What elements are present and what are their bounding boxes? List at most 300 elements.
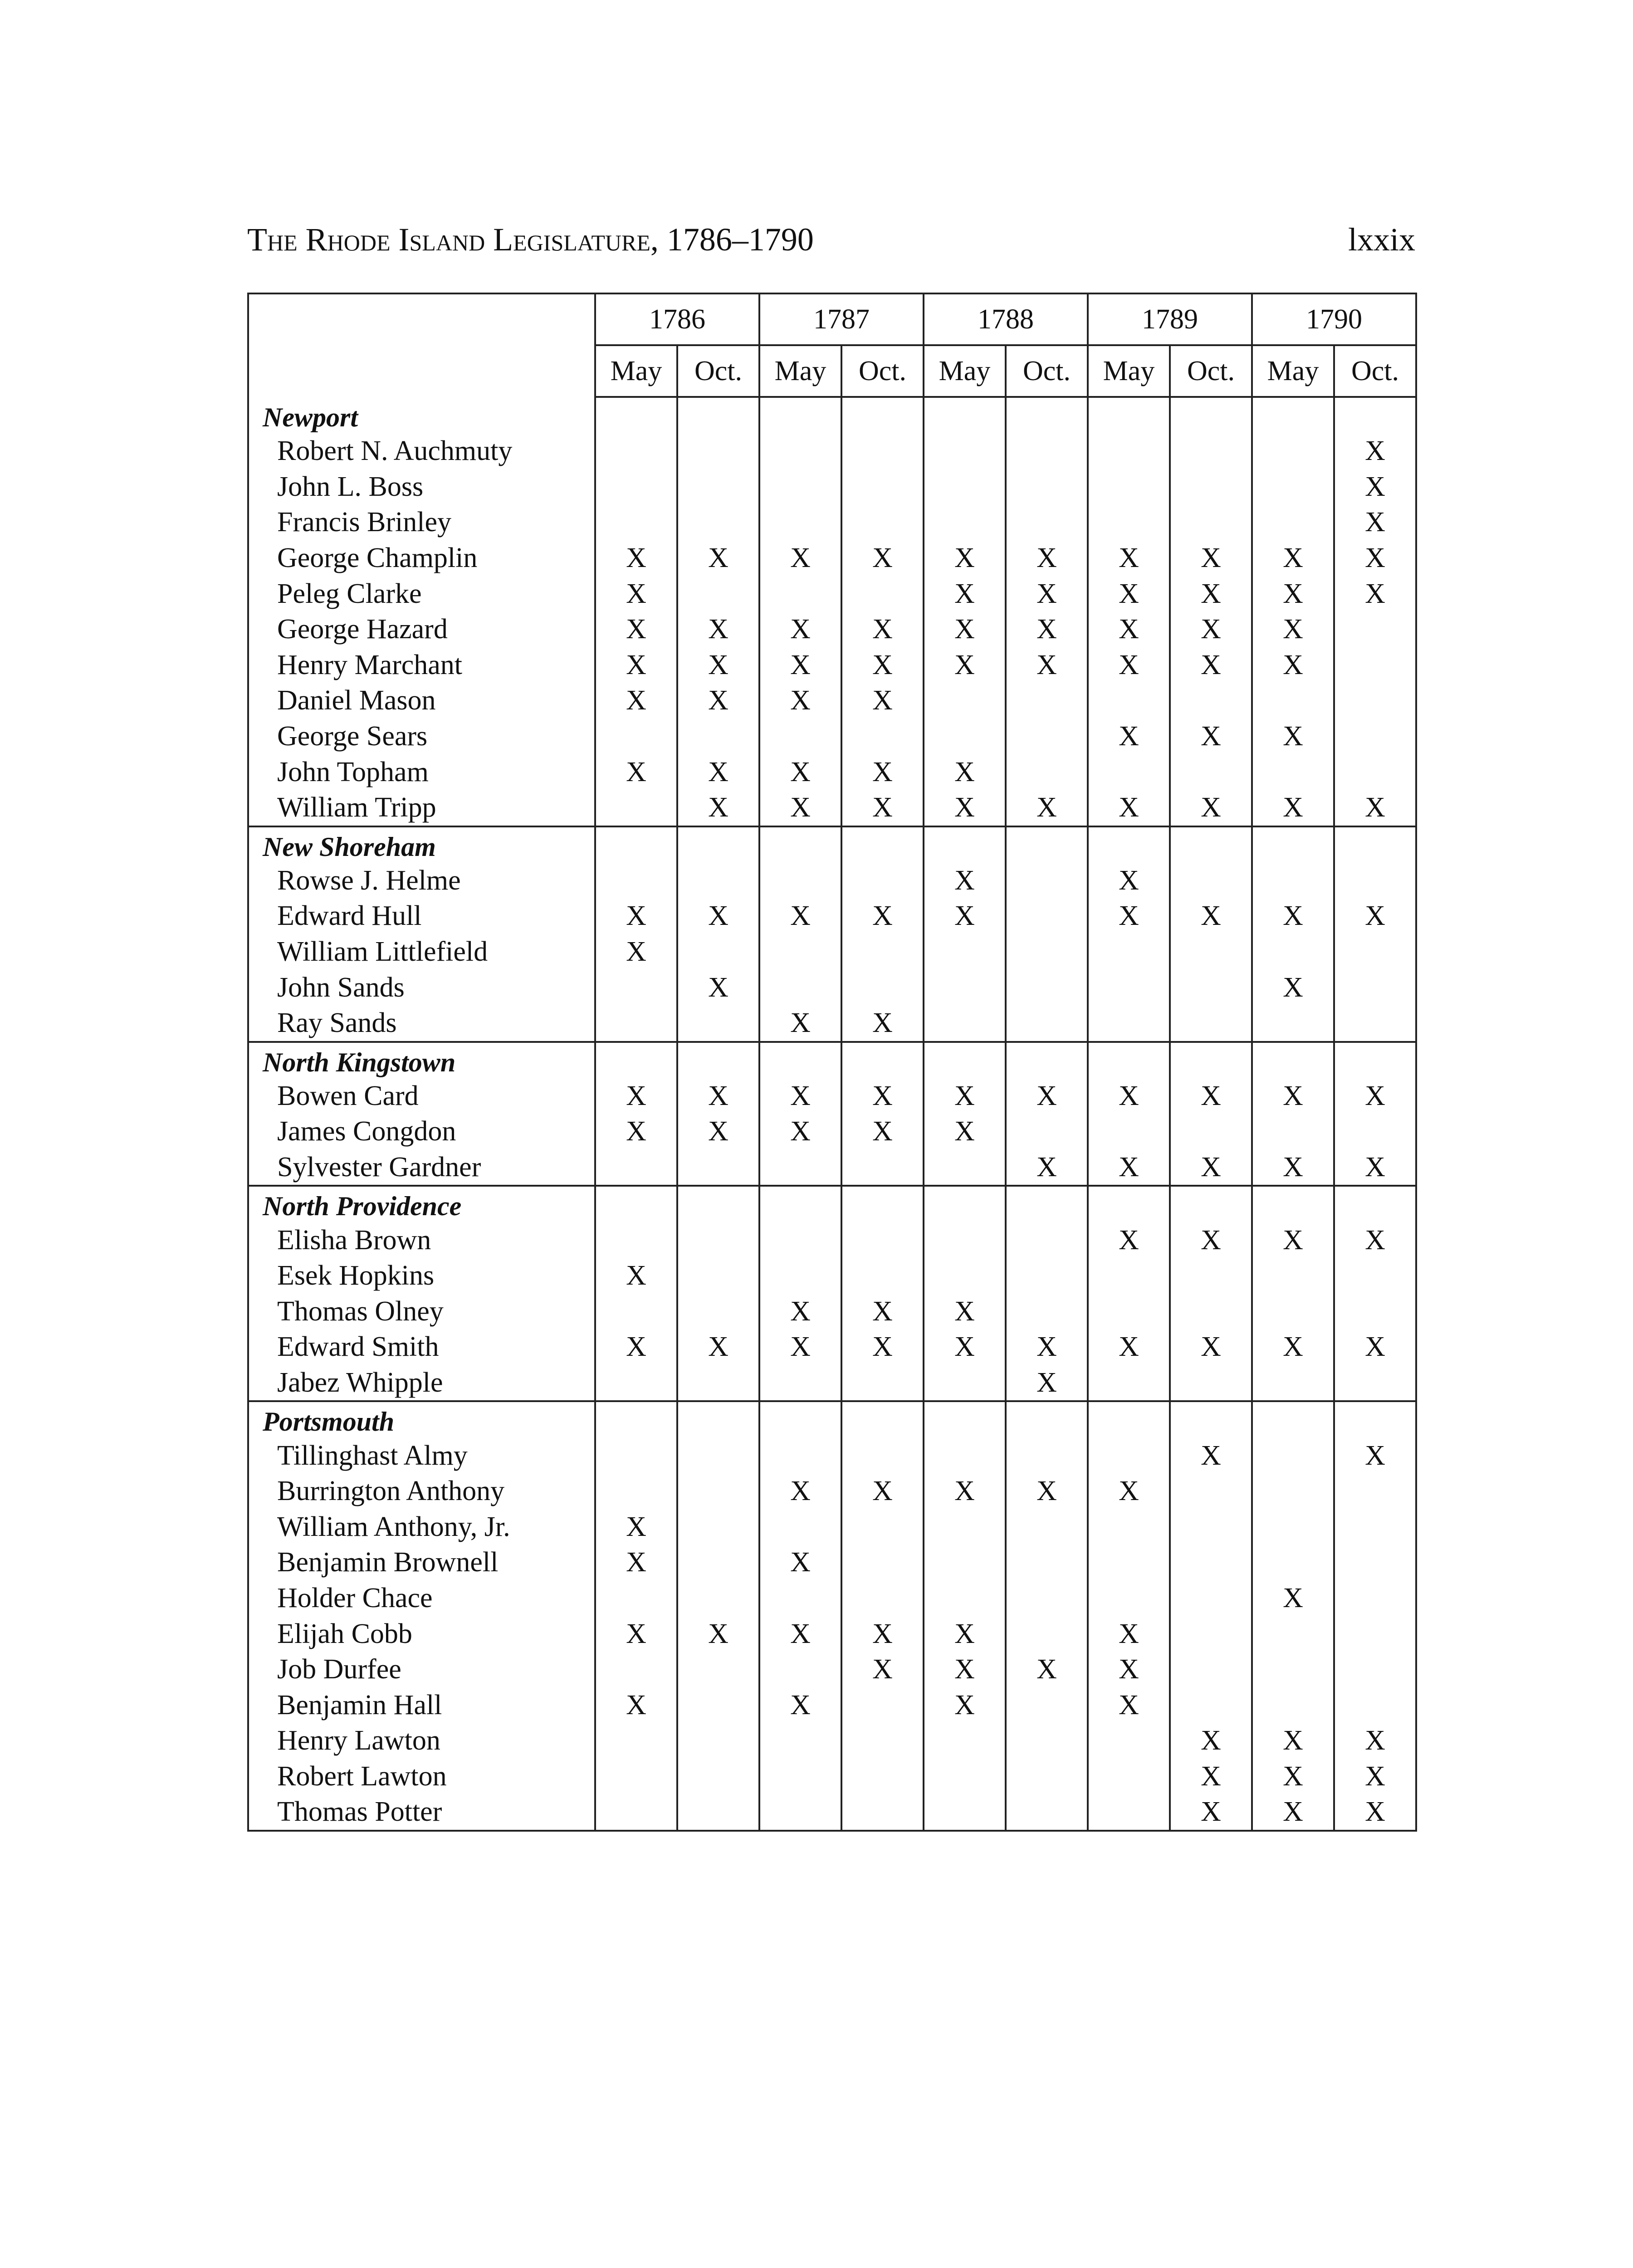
attendance-mark (677, 719, 759, 754)
attendance-mark: X (924, 611, 1006, 647)
member-name: Elijah Cobb (248, 1616, 595, 1652)
attendance-mark: X (1334, 504, 1416, 540)
attendance-mark (595, 863, 677, 899)
running-title (247, 217, 814, 262)
attendance-mark (1334, 863, 1416, 899)
attendance-mark (1334, 683, 1416, 719)
attendance-mark (1170, 683, 1252, 719)
attendance-mark: X (1006, 1329, 1088, 1365)
empty-cell (595, 1401, 677, 1437)
attendance-mark: X (1334, 433, 1416, 469)
attendance-mark: X (1006, 1078, 1088, 1114)
member-row (248, 1545, 1416, 1580)
attendance-mark (1006, 898, 1088, 934)
attendance-mark (841, 1509, 924, 1545)
town-row (248, 397, 1416, 433)
attendance-mark: X (1170, 1329, 1252, 1365)
attendance-mark (1252, 433, 1334, 469)
attendance-mark: X (759, 1293, 841, 1329)
attendance-mark: X (1252, 898, 1334, 934)
attendance-mark: X (1170, 719, 1252, 754)
year-header: 1787 (759, 293, 924, 345)
attendance-mark: X (595, 1078, 677, 1114)
attendance-mark: X (759, 1329, 841, 1365)
attendance-mark: X (1170, 898, 1252, 934)
attendance-mark: X (595, 1329, 677, 1365)
member-name: John Topham (248, 754, 595, 790)
empty-cell (1088, 826, 1170, 863)
member-name: Henry Lawton (248, 1723, 595, 1759)
member-name: John L. Boss (248, 469, 595, 505)
attendance-mark (1088, 1580, 1170, 1616)
attendance-mark (759, 469, 841, 505)
attendance-mark (1006, 1759, 1088, 1794)
attendance-mark (1252, 1293, 1334, 1329)
attendance-mark (1252, 1005, 1334, 1042)
attendance-mark: X (1006, 540, 1088, 576)
attendance-mark: X (1088, 647, 1170, 683)
empty-cell (841, 397, 924, 433)
attendance-mark: X (924, 1473, 1006, 1509)
empty-cell (1334, 1186, 1416, 1222)
attendance-mark: X (924, 576, 1006, 611)
attendance-mark: X (841, 1329, 924, 1365)
attendance-mark: X (841, 1293, 924, 1329)
attendance-mark (1334, 1687, 1416, 1723)
attendance-mark: X (595, 1687, 677, 1723)
attendance-mark (677, 1293, 759, 1329)
attendance-mark (759, 1794, 841, 1831)
attendance-mark: X (677, 969, 759, 1005)
attendance-mark (924, 1222, 1006, 1258)
attendance-mark (1252, 934, 1334, 970)
attendance-mark (1252, 1114, 1334, 1149)
member-name: Bowen Card (248, 1078, 595, 1114)
attendance-mark (924, 1437, 1006, 1473)
empty-cell (677, 397, 759, 433)
member-row (248, 1687, 1416, 1723)
member-row (248, 1509, 1416, 1545)
attendance-mark (924, 1149, 1006, 1186)
attendance-mark: X (595, 683, 677, 719)
attendance-mark (595, 1794, 677, 1831)
attendance-mark: X (1252, 1329, 1334, 1365)
empty-cell (595, 1042, 677, 1078)
attendance-mark: X (1334, 1078, 1416, 1114)
attendance-mark (759, 433, 841, 469)
attendance-mark (1088, 1258, 1170, 1294)
town-name: North Kingstown (248, 1042, 595, 1078)
member-row (248, 898, 1416, 934)
attendance-mark: X (924, 898, 1006, 934)
session-header: May (924, 345, 1006, 397)
attendance-mark: X (841, 790, 924, 826)
header-blank-cell (248, 293, 595, 397)
attendance-mark: X (1170, 790, 1252, 826)
attendance-mark (595, 469, 677, 505)
attendance-mark (1006, 1509, 1088, 1545)
attendance-mark (595, 790, 677, 826)
member-row (248, 1437, 1416, 1473)
attendance-mark: X (1088, 1652, 1170, 1687)
attendance-mark (924, 469, 1006, 505)
member-row (248, 719, 1416, 754)
attendance-mark (1252, 1473, 1334, 1509)
attendance-mark (1334, 1652, 1416, 1687)
member-name: Henry Marchant (248, 647, 595, 683)
attendance-mark (1170, 1473, 1252, 1509)
attendance-mark: X (1170, 1723, 1252, 1759)
attendance-mark: X (1006, 647, 1088, 683)
attendance-mark: X (1006, 576, 1088, 611)
attendance-mark: X (924, 863, 1006, 899)
attendance-mark: X (841, 611, 924, 647)
attendance-mark (1088, 1545, 1170, 1580)
empty-cell (924, 1042, 1006, 1078)
attendance-mark (924, 1794, 1006, 1831)
empty-cell (1252, 1042, 1334, 1078)
attendance-mark (1334, 647, 1416, 683)
attendance-mark (1252, 469, 1334, 505)
attendance-mark (595, 1293, 677, 1329)
attendance-mark (759, 1509, 841, 1545)
attendance-mark: X (677, 1329, 759, 1365)
attendance-mark (1088, 433, 1170, 469)
attendance-mark: X (595, 754, 677, 790)
attendance-mark (1334, 1473, 1416, 1509)
attendance-mark: X (677, 683, 759, 719)
attendance-mark: X (1088, 1473, 1170, 1509)
attendance-mark: X (841, 647, 924, 683)
empty-cell (595, 1186, 677, 1222)
attendance-mark (677, 504, 759, 540)
member-row (248, 1329, 1416, 1365)
attendance-mark (841, 719, 924, 754)
session-header: Oct. (1334, 345, 1416, 397)
attendance-mark (595, 1723, 677, 1759)
attendance-mark: X (759, 754, 841, 790)
attendance-mark: X (759, 1616, 841, 1652)
member-name: Ray Sands (248, 1005, 595, 1042)
member-name: Daniel Mason (248, 683, 595, 719)
empty-cell (1252, 1401, 1334, 1437)
empty-cell (1252, 1186, 1334, 1222)
attendance-mark: X (1252, 576, 1334, 611)
attendance-mark: X (841, 1616, 924, 1652)
attendance-mark (1334, 1545, 1416, 1580)
empty-cell (1088, 1042, 1170, 1078)
attendance-mark (841, 1580, 924, 1616)
attendance-mark: X (1006, 1365, 1088, 1402)
attendance-mark (759, 1222, 841, 1258)
attendance-mark: X (1006, 790, 1088, 826)
member-name: Holder Chace (248, 1580, 595, 1616)
attendance-mark (841, 1687, 924, 1723)
attendance-mark (841, 1365, 924, 1402)
attendance-mark (1170, 1509, 1252, 1545)
attendance-mark (759, 1723, 841, 1759)
attendance-mark (1006, 1723, 1088, 1759)
attendance-mark: X (677, 754, 759, 790)
attendance-mark (841, 1723, 924, 1759)
attendance-mark (759, 863, 841, 899)
attendance-mark (677, 1687, 759, 1723)
attendance-mark: X (1334, 576, 1416, 611)
page-number: lxxix (1348, 221, 1415, 258)
attendance-mark (1252, 1365, 1334, 1402)
attendance-mark (1006, 1114, 1088, 1149)
attendance-mark (1006, 1437, 1088, 1473)
empty-cell (841, 826, 924, 863)
attendance-mark (841, 1759, 924, 1794)
attendance-mark (1088, 683, 1170, 719)
attendance-mark: X (1334, 1329, 1416, 1365)
empty-cell (759, 397, 841, 433)
attendance-mark: X (677, 647, 759, 683)
table-header (248, 293, 1416, 397)
attendance-mark: X (1252, 1149, 1334, 1186)
attendance-mark: X (677, 1114, 759, 1149)
attendance-mark (1006, 1794, 1088, 1831)
attendance-mark (1334, 1509, 1416, 1545)
member-name: Edward Smith (248, 1329, 595, 1365)
attendance-mark (1170, 1580, 1252, 1616)
attendance-mark (677, 1437, 759, 1473)
attendance-mark (759, 1652, 841, 1687)
empty-cell (1170, 1186, 1252, 1222)
member-row (248, 1005, 1416, 1042)
attendance-mark (1088, 1723, 1170, 1759)
attendance-mark (1334, 1258, 1416, 1294)
empty-cell (1252, 826, 1334, 863)
attendance-mark: X (1006, 1473, 1088, 1509)
empty-cell (1088, 1186, 1170, 1222)
town-row (248, 826, 1416, 863)
attendance-mark (595, 504, 677, 540)
attendance-mark: X (1088, 1149, 1170, 1186)
attendance-mark (677, 1794, 759, 1831)
attendance-mark (924, 433, 1006, 469)
member-row (248, 1759, 1416, 1794)
empty-cell (1006, 397, 1088, 433)
attendance-mark: X (1006, 1652, 1088, 1687)
attendance-mark (841, 433, 924, 469)
attendance-mark (1334, 611, 1416, 647)
empty-cell (1334, 1401, 1416, 1437)
attendance-mark (759, 1580, 841, 1616)
attendance-mark (595, 719, 677, 754)
attendance-mark: X (1170, 1437, 1252, 1473)
attendance-mark: X (1088, 576, 1170, 611)
attendance-mark (677, 1580, 759, 1616)
member-row (248, 969, 1416, 1005)
empty-cell (1006, 826, 1088, 863)
attendance-mark: X (677, 611, 759, 647)
attendance-mark: X (595, 1545, 677, 1580)
member-name: Benjamin Brownell (248, 1545, 595, 1580)
attendance-mark (759, 576, 841, 611)
attendance-mark: X (677, 898, 759, 934)
empty-cell (677, 1401, 759, 1437)
attendance-mark (1006, 1545, 1088, 1580)
attendance-mark (759, 1258, 841, 1294)
town-row (248, 1401, 1416, 1437)
attendance-mark (595, 1759, 677, 1794)
attendance-mark (924, 719, 1006, 754)
attendance-mark (924, 683, 1006, 719)
attendance-mark (759, 934, 841, 970)
attendance-mark: X (759, 898, 841, 934)
attendance-mark (677, 934, 759, 970)
attendance-mark (1334, 1365, 1416, 1402)
attendance-mark: X (1088, 1687, 1170, 1723)
attendance-mark (1006, 969, 1088, 1005)
attendance-mark (924, 934, 1006, 970)
attendance-mark: X (1088, 719, 1170, 754)
attendance-mark (924, 504, 1006, 540)
attendance-mark (759, 1365, 841, 1402)
running-title-lead: The Rhode Island Legislature, (247, 221, 659, 258)
member-row (248, 469, 1416, 505)
empty-cell (1334, 826, 1416, 863)
attendance-mark (841, 1545, 924, 1580)
attendance-mark (759, 504, 841, 540)
attendance-mark (677, 1652, 759, 1687)
attendance-mark (595, 1149, 677, 1186)
attendance-mark (1006, 863, 1088, 899)
attendance-mark: X (759, 1078, 841, 1114)
session-header: Oct. (1006, 345, 1088, 397)
empty-cell (677, 1186, 759, 1222)
attendance-mark: X (841, 1078, 924, 1114)
attendance-mark: X (841, 1114, 924, 1149)
attendance-mark (1088, 969, 1170, 1005)
member-name: Robert Lawton (248, 1759, 595, 1794)
attendance-mark: X (677, 1616, 759, 1652)
member-name: Burrington Anthony (248, 1473, 595, 1509)
attendance-mark: X (1252, 1794, 1334, 1831)
attendance-mark: X (924, 1293, 1006, 1329)
empty-cell (759, 1401, 841, 1437)
member-row (248, 1365, 1416, 1402)
attendance-mark (595, 1652, 677, 1687)
attendance-mark: X (1006, 1149, 1088, 1186)
attendance-mark (841, 576, 924, 611)
attendance-mark: X (1334, 790, 1416, 826)
attendance-mark (595, 1222, 677, 1258)
member-name: Sylvester Gardner (248, 1149, 595, 1186)
member-row (248, 683, 1416, 719)
attendance-mark (841, 1222, 924, 1258)
attendance-mark: X (1252, 790, 1334, 826)
attendance-mark (1006, 1005, 1088, 1042)
session-header: Oct. (1170, 345, 1252, 397)
attendance-mark (841, 1437, 924, 1473)
attendance-mark: X (1334, 1723, 1416, 1759)
town-row (248, 1042, 1416, 1078)
attendance-mark (1252, 863, 1334, 899)
attendance-mark: X (1170, 576, 1252, 611)
attendance-mark (1170, 504, 1252, 540)
attendance-mark: X (759, 1114, 841, 1149)
attendance-mark: X (1334, 540, 1416, 576)
member-name: Elisha Brown (248, 1222, 595, 1258)
member-name: William Anthony, Jr. (248, 1509, 595, 1545)
attendance-mark: X (595, 934, 677, 970)
attendance-mark (1170, 754, 1252, 790)
attendance-mark: X (759, 683, 841, 719)
empty-cell (841, 1042, 924, 1078)
attendance-mark (1088, 1437, 1170, 1473)
empty-cell (759, 826, 841, 863)
attendance-mark (595, 1473, 677, 1509)
empty-cell (677, 1042, 759, 1078)
attendance-mark (924, 1509, 1006, 1545)
attendance-mark (677, 1258, 759, 1294)
session-header: May (1088, 345, 1170, 397)
member-name: Benjamin Hall (248, 1687, 595, 1723)
attendance-mark (595, 1005, 677, 1042)
member-row (248, 1258, 1416, 1294)
running-title-years: 1786–1790 (658, 221, 814, 258)
member-name: George Hazard (248, 611, 595, 647)
attendance-mark (924, 1365, 1006, 1402)
attendance-mark (1170, 934, 1252, 970)
year-header: 1788 (924, 293, 1088, 345)
member-name: Edward Hull (248, 898, 595, 934)
attendance-mark (759, 1759, 841, 1794)
attendance-mark (1334, 1293, 1416, 1329)
attendance-mark (677, 1473, 759, 1509)
attendance-mark (841, 863, 924, 899)
member-row (248, 863, 1416, 899)
attendance-mark: X (759, 790, 841, 826)
attendance-mark: X (1088, 898, 1170, 934)
attendance-mark (1006, 934, 1088, 970)
table-body (248, 397, 1416, 1831)
member-row (248, 611, 1416, 647)
attendance-mark: X (1334, 1437, 1416, 1473)
attendance-mark: X (1252, 1759, 1334, 1794)
empty-cell (924, 397, 1006, 433)
empty-cell (841, 1186, 924, 1222)
attendance-mark: X (677, 790, 759, 826)
member-row (248, 1723, 1416, 1759)
attendance-mark: X (1088, 1078, 1170, 1114)
attendance-mark (677, 433, 759, 469)
attendance-mark (924, 1005, 1006, 1042)
attendance-mark (677, 1545, 759, 1580)
attendance-mark (1170, 433, 1252, 469)
member-name: Francis Brinley (248, 504, 595, 540)
attendance-mark: X (1252, 647, 1334, 683)
attendance-mark: X (759, 1473, 841, 1509)
attendance-mark (595, 1365, 677, 1402)
empty-cell (1170, 397, 1252, 433)
attendance-mark (924, 1580, 1006, 1616)
empty-cell (1334, 1042, 1416, 1078)
attendance-mark: X (595, 647, 677, 683)
attendance-mark: X (759, 1687, 841, 1723)
empty-cell (1334, 397, 1416, 433)
attendance-mark (1006, 504, 1088, 540)
attendance-mark: X (1170, 540, 1252, 576)
attendance-mark: X (841, 1473, 924, 1509)
attendance-mark (1170, 1293, 1252, 1329)
attendance-mark (1006, 754, 1088, 790)
attendance-mark (1252, 1258, 1334, 1294)
attendance-mark (841, 1258, 924, 1294)
